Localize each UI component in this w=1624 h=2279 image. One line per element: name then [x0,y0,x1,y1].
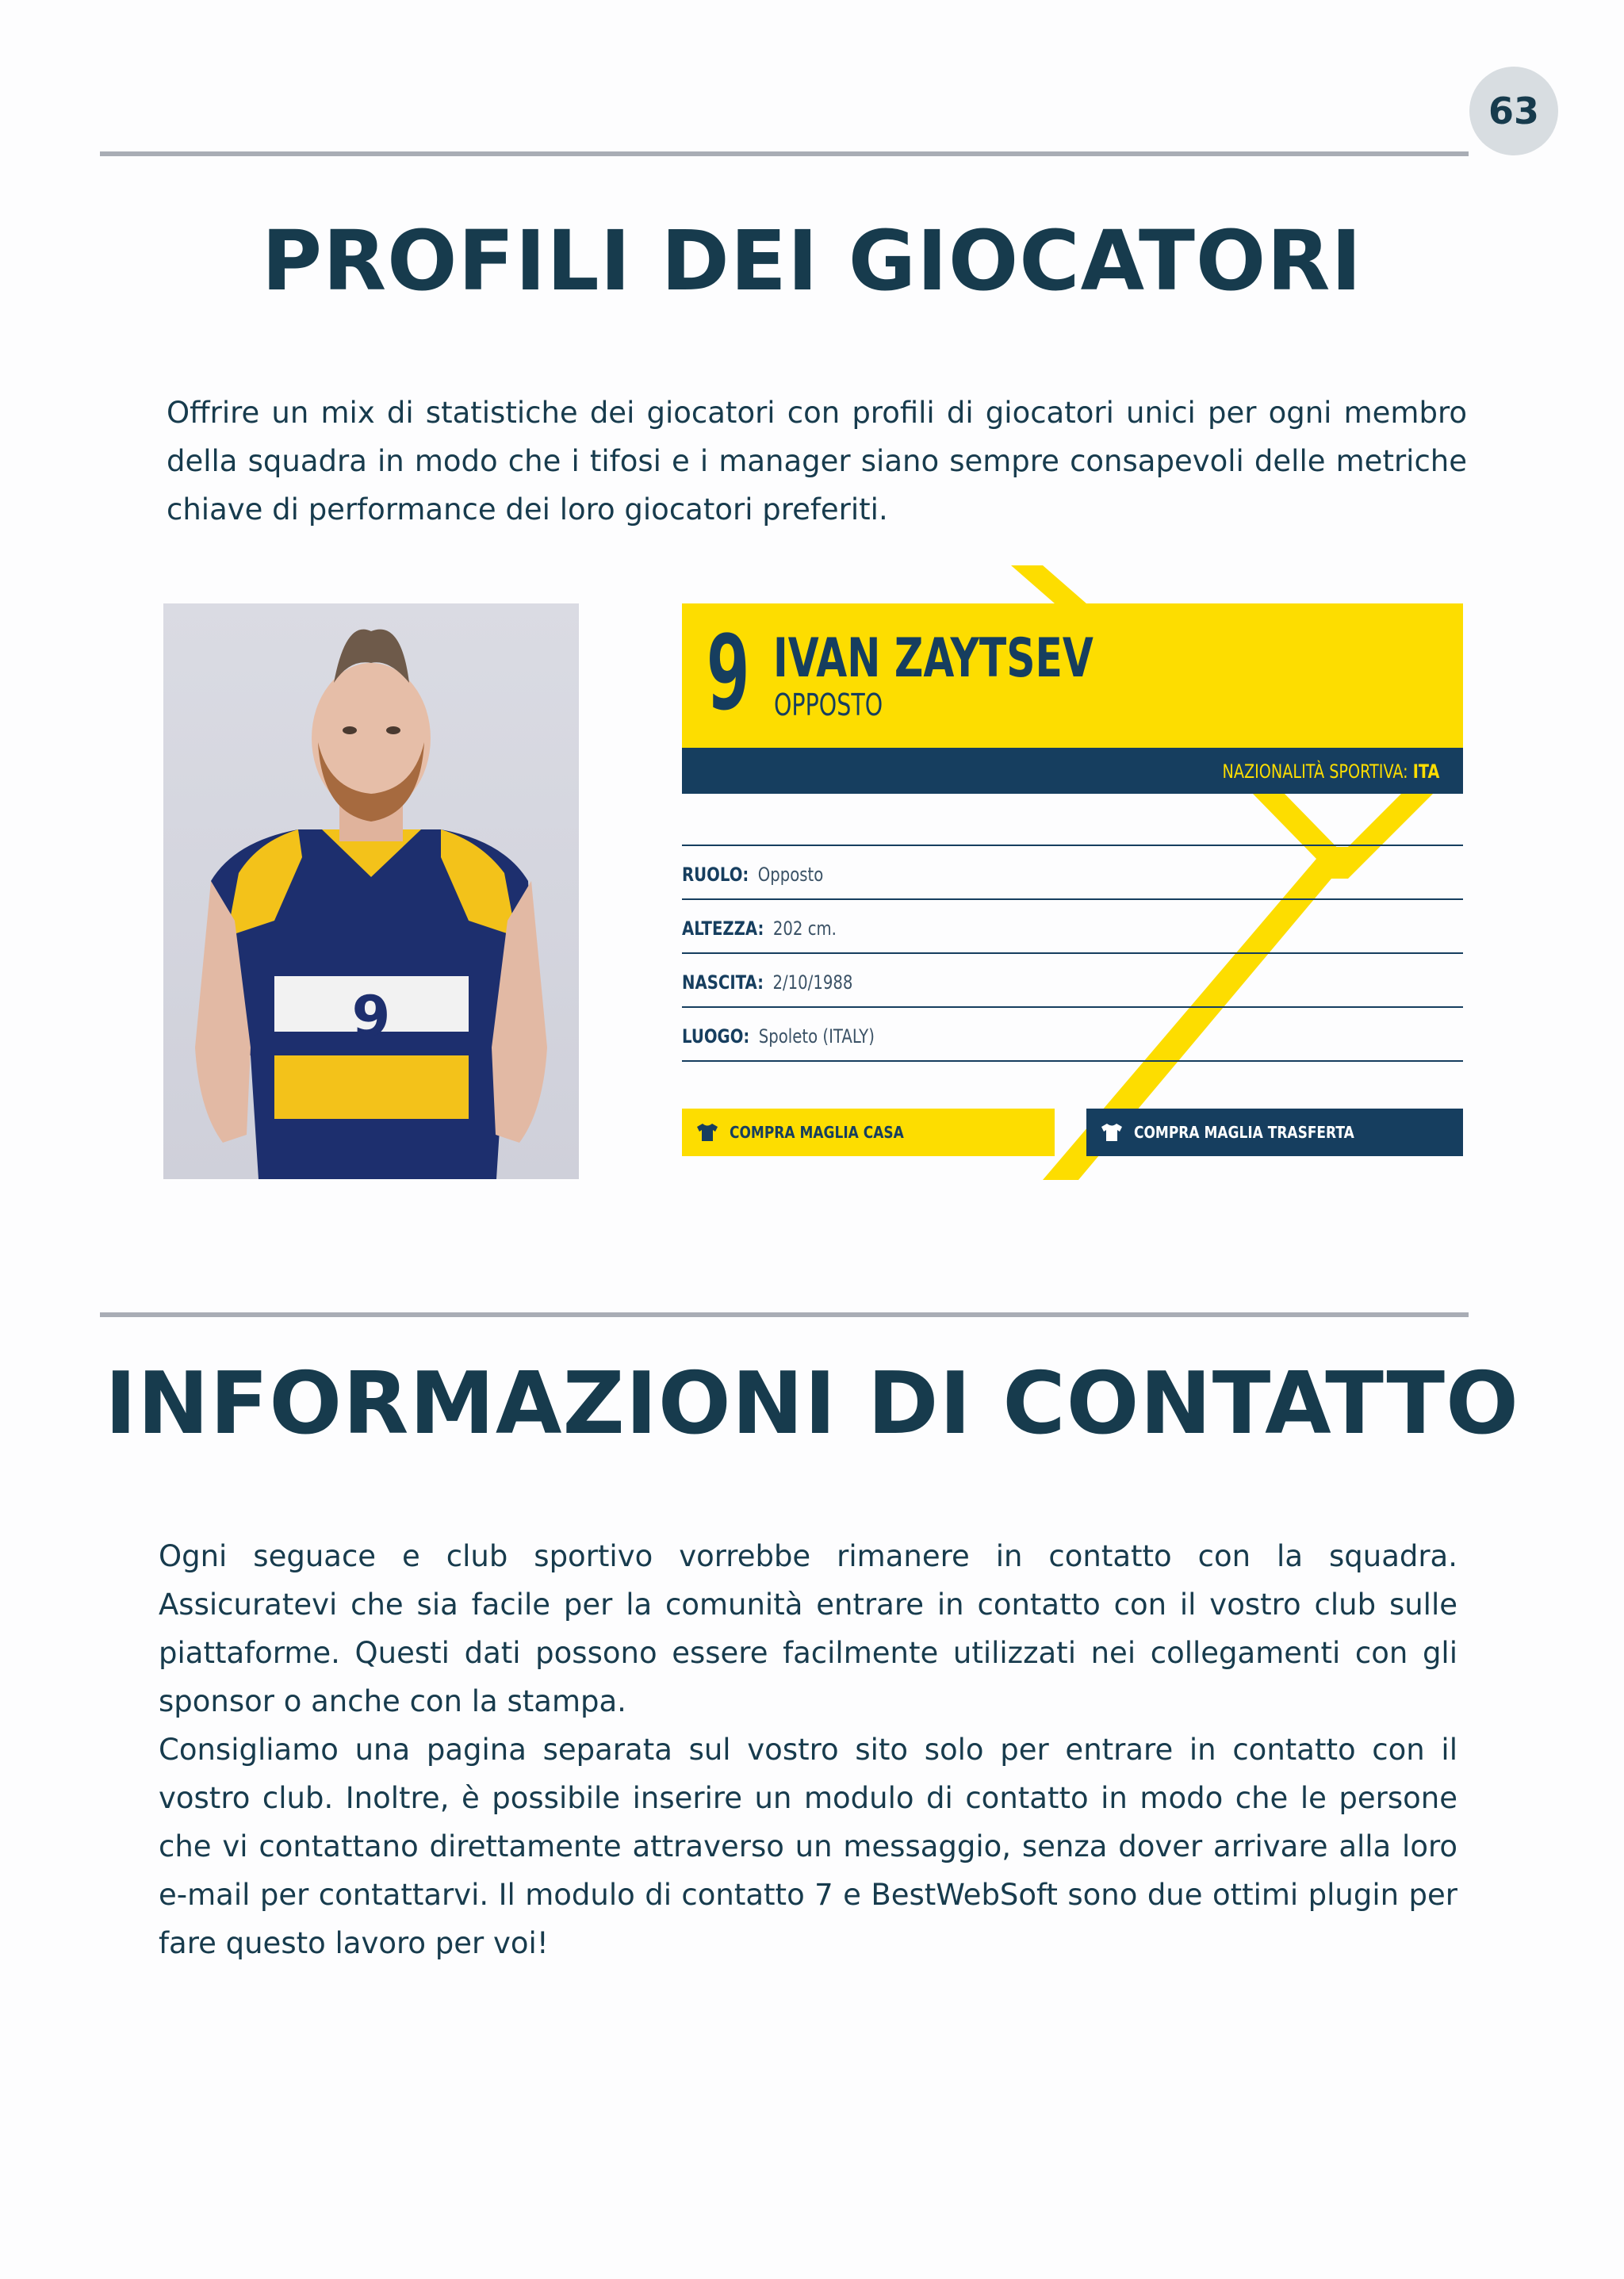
buy-home-jersey-button[interactable] [682,1109,1055,1156]
section-title-contact-info: INFORMAZIONI DI CONTATTO [105,1354,1519,1454]
contact-paragraph-2: Consigliamo una pagina separata sul vostro sito solo per entrare in contatto con il vostro club. Inoltre, è possibile inserire un modulo di contatto in modo che le persone che vi contattano direttamente attraverso un messaggio, senza dover arrivare alla loro e-mail per contattarvi. Il modulo di contatto 7 e BestWebSoft sono due ottimi plugin per fare questo lavoro per voi! [159,1733,1457,1960]
section-title-player-profiles: PROFILI DEI GIOCATORI [261,213,1363,309]
tshirt-icon [696,1123,718,1142]
player-name: IVAN ZAYTSEV [773,627,1094,690]
player-photo-illustration [163,603,579,1179]
contact-paragraph-1: Ogni seguace e club sportivo vorrebbe rimanere in contatto con la squadra. Assicuratevi che sia facile per la comunità entrare in contatto con il vostro club sulle piattaforme. Questi dati possono essere facilmente utilizzati nei collegamenti con gli sponsor o anche con la stampa. [159,1539,1457,1718]
field-row-nascita: NASCITA: 2/10/1988 [682,971,853,994]
nationality-text: NAZIONALITÀ SPORTIVA: ITA [1222,760,1439,783]
card-divider [682,1006,1463,1008]
page-number-badge: 63 [1469,67,1558,155]
player-photo [163,603,579,1179]
top-divider [100,151,1469,156]
player-profiles-paragraph: Offrire un mix di statistiche dei giocatori con profili di giocatori unici per ogni membro della squadra in modo che i tifosi e i manager siano sempre consapevoli delle metriche chiave di performance dei loro giocatori preferiti. [167,396,1467,527]
field-row-ruolo: RUOLO: Opposto [682,864,824,886]
card-divider [682,1060,1463,1062]
jersey-number: 9 [351,984,391,1049]
card-divider [682,845,1463,846]
buy-away-jersey-label: COMPRA MAGLIA TRASFERTA [1134,1123,1354,1142]
card-divider [682,952,1463,954]
card-jersey-number: 9 [706,612,751,733]
field-row-luogo: LUOGO: Spoleto (ITALY) [682,1025,875,1048]
card-divider [682,898,1463,900]
buy-home-jersey-label: COMPRA MAGLIA CASA [730,1123,904,1142]
middle-divider [100,1312,1469,1317]
tshirt-icon [1101,1123,1123,1142]
player-role: OPPOSTO [774,688,883,722]
player-card [682,565,1463,1180]
buy-away-jersey-button[interactable] [1086,1109,1463,1156]
field-row-altezza: ALTEZZA: 202 cm. [682,917,837,940]
contact-info-text [159,1532,1457,1967]
nationality-bar [682,748,1463,794]
